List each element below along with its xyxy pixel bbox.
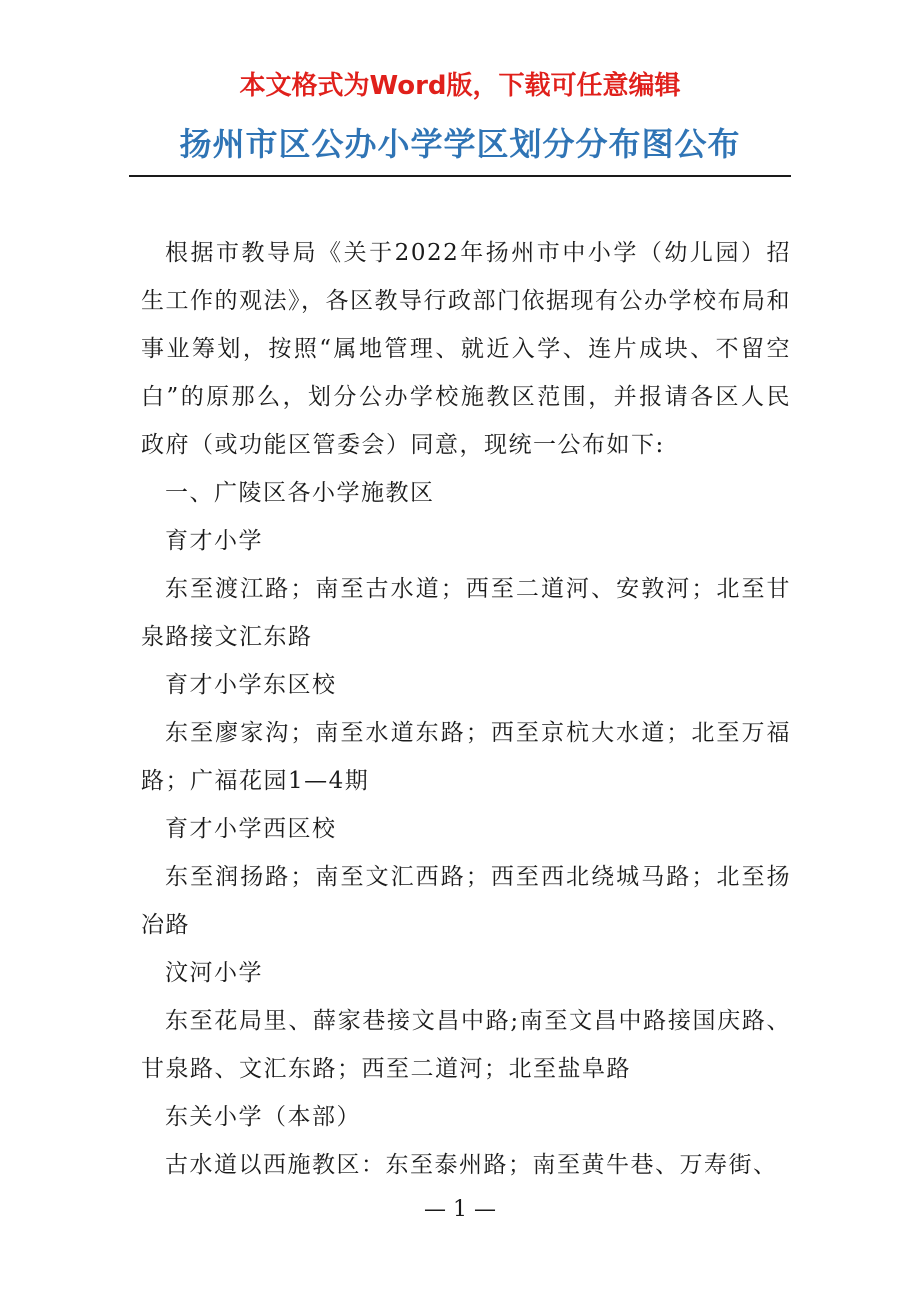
school-zone-dongguan: 古水道以西施教区：东至泰州路；南至黄牛巷、万寿街、 — [165, 1152, 778, 1178]
school-zone-yucai-west: 东至润扬路；南至文汇西路；西至西北绕城马路；北至扬冶路 — [141, 864, 791, 938]
school-name-yucai: 育才小学 — [165, 528, 263, 554]
school-name-yucai-east: 育才小学东区校 — [165, 672, 337, 698]
school-zone-yucai-east: 东至廖家沟；南至水道东路；西至京杭大水道；北至万福路；广福花园1—4期 — [141, 720, 791, 794]
download-banner: 本文格式为Word版，下载可任意编辑 — [239, 71, 681, 101]
title-divider — [129, 175, 791, 177]
school-name-yucai-west: 育才小学西区校 — [165, 816, 337, 842]
document-body — [141, 229, 791, 1189]
school-name-dongguan: 东关小学（本部） — [165, 1104, 361, 1130]
page-number: — 1 — — [424, 1197, 496, 1222]
school-zone-yucai: 东至渡江路；南至古水道；西至二道河、安敦河；北至甘泉路接文汇东路 — [141, 576, 791, 650]
school-name-wenhe: 汶河小学 — [165, 960, 263, 986]
intro-paragraph: 根据市教导局《关于2022年扬州市中小学（幼儿园）招生工作的观法》，各区教导行政部门依据现有公办学校布局和事业筹划，按照“属地管理、就近入学、连片成块、不留空白”的原那么，划分公办学校施教区范围，并报请各区人民政府（或功能区管委会）同意，现统一公布如下: — [141, 240, 791, 458]
school-zone-wenhe: 东至花局里、薛家巷接文昌中路;南至文昌中路接国庆路、甘泉路、文汇东路；西至二道河；北至盐阜路 — [141, 1008, 791, 1082]
section-heading-guangling: 一、广陵区各小学施教区 — [165, 480, 435, 506]
document-title: 扬州市区公办小学学区划分分布图公布 — [179, 125, 741, 163]
